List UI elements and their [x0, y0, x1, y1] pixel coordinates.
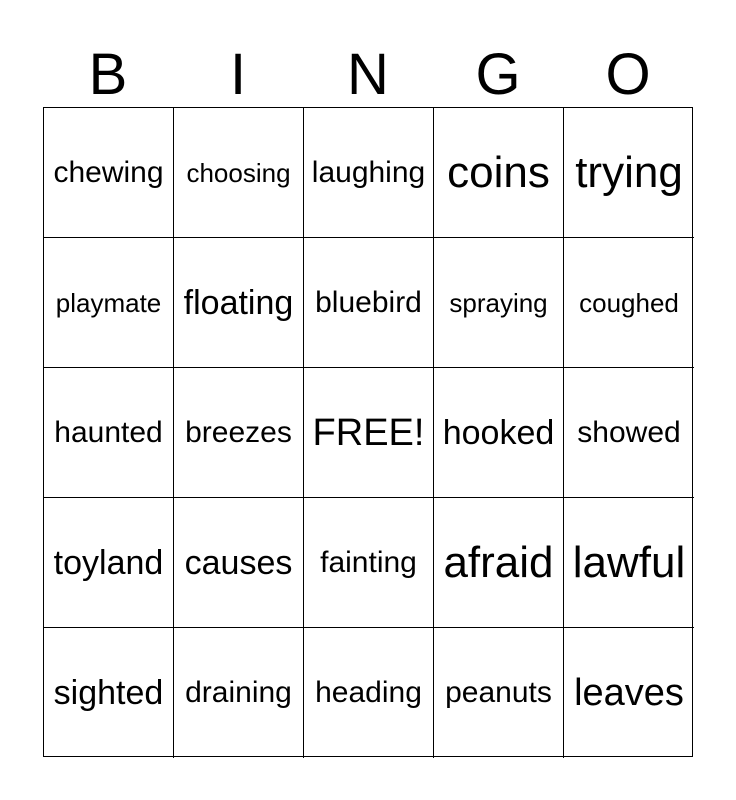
bingo-cell: floating: [174, 238, 304, 368]
free-space-cell: FREE!: [304, 368, 434, 498]
bingo-cell: chewing: [44, 108, 174, 238]
bingo-cell: causes: [174, 498, 304, 628]
bingo-cell: playmate: [44, 238, 174, 368]
bingo-cell: bluebird: [304, 238, 434, 368]
bingo-card: [43, 107, 693, 757]
bingo-header: [43, 40, 693, 108]
bingo-cell: afraid: [434, 498, 564, 628]
bingo-cell: peanuts: [434, 628, 564, 758]
bingo-cell: coins: [434, 108, 564, 238]
bingo-cell: leaves: [574, 672, 684, 714]
bingo-cell: sighted: [44, 628, 174, 758]
bingo-cell: haunted: [44, 368, 174, 498]
bingo-cell: fainting: [304, 498, 434, 628]
bingo-cell: laughing: [304, 108, 434, 238]
header-letter-n: N: [347, 42, 389, 107]
bingo-cell: hooked: [434, 368, 564, 498]
bingo-cell: spraying: [434, 238, 564, 368]
bingo-cell: trying: [564, 108, 694, 238]
bingo-cell: choosing: [174, 108, 304, 238]
header-letter-i: I: [229, 42, 247, 107]
bingo-cell: breezes: [174, 368, 304, 498]
bingo-cell: draining: [174, 628, 304, 758]
bingo-cell: lawful: [564, 498, 694, 628]
header-letter-b: B: [88, 42, 128, 107]
bingo-cell: showed: [564, 368, 694, 498]
header-letter-o: O: [605, 42, 651, 107]
bingo-cell: toyland: [44, 498, 174, 628]
header-letter-g: G: [475, 42, 521, 107]
bingo-cell: coughed: [564, 238, 694, 368]
bingo-cell: heading: [304, 628, 434, 758]
